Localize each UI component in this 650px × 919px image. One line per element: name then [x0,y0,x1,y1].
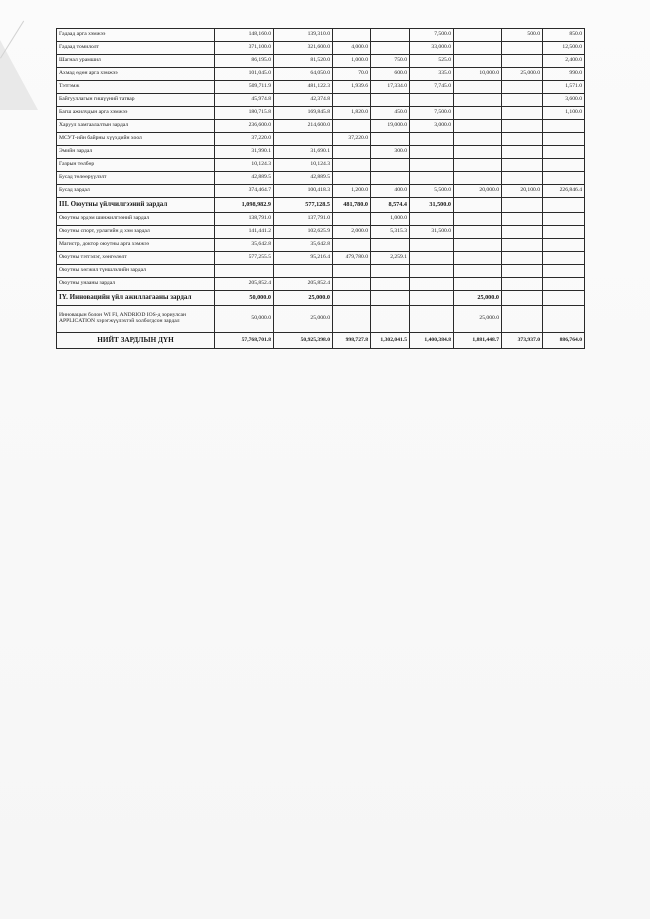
value-cell-c1: 101,045.0 [215,68,274,81]
value-cell-c4 [371,94,410,107]
value-cell-c1 [215,265,274,278]
value-cell-c3: 2,000.0 [333,226,371,239]
value-cell-c5 [410,159,454,172]
value-cell-c7: 20,100.0 [502,185,543,198]
row-label-cell: Оюутны спорт, урлагийн д хэм зардал [57,226,215,239]
value-cell-c1: 42,889.5 [215,172,274,185]
row-label-cell: Оюутны тэтгэлэг, хөнгөлөлт [57,252,215,265]
value-cell-c2: 81,520.0 [274,55,333,68]
value-cell-c5: 33,000.0 [410,42,454,55]
value-cell-c1: 86,195.0 [215,55,274,68]
value-cell-c2: 42,374.8 [274,94,333,107]
table-row [57,120,585,133]
value-cell-c2: 35,642.8 [274,239,333,252]
value-cell-c5: 525.0 [410,55,454,68]
value-cell-c2: 42,889.5 [274,172,333,185]
value-cell-c1: 371,100.0 [215,42,274,55]
table-row [57,306,585,333]
table-row [57,42,585,55]
value-cell-c4 [371,239,410,252]
table-row [57,226,585,239]
value-cell-c4 [371,29,410,42]
value-cell-c8: 2,400.0 [543,55,585,68]
value-cell-c3 [333,172,371,185]
value-cell-c8: 850.0 [543,29,585,42]
value-cell-c1: 148,160.0 [215,29,274,42]
row-label-cell: Газрын төлбөр [57,159,215,172]
value-cell-c1: 50,000.0 [215,291,274,306]
value-cell-c1: 1,098,982.9 [215,198,274,213]
value-cell-c3 [333,120,371,133]
value-cell-c5 [410,146,454,159]
value-cell-c8 [543,265,585,278]
value-cell-c2: 205,852.4 [274,278,333,291]
value-cell-c2: 169,845.8 [274,107,333,120]
value-cell-c8 [543,252,585,265]
value-cell-c7 [502,278,543,291]
table-row [57,29,585,42]
value-cell-c5: 3,000.0 [410,120,454,133]
row-label-cell: МСУТ-ийн байрны хүүхдийн хоол [57,133,215,146]
value-cell-c2: 481,122.3 [274,81,333,94]
row-label-cell: Магистр, доктор оюутны арга хэмжээ [57,239,215,252]
value-cell-c1: 138,791.0 [215,213,274,226]
value-cell-c5 [410,265,454,278]
value-cell-c1: 577,255.5 [215,252,274,265]
table-row [57,265,585,278]
row-label-cell: Эмийн зардал [57,146,215,159]
value-cell-c6 [454,120,502,133]
row-label-cell: Гадаад томилолт [57,42,215,55]
row-label-cell: Байгууллагын гишүүний татвар [57,94,215,107]
value-cell-c8: 1,571.0 [543,81,585,94]
value-cell-c3 [333,213,371,226]
value-cell-c2 [274,265,333,278]
value-cell-c7: 500.0 [502,29,543,42]
value-cell-c8 [543,133,585,146]
value-cell-c5 [410,133,454,146]
row-label-cell: III. Оюутны үйлчилгээний зардал [57,198,215,213]
value-cell-c6: 25,000.0 [454,306,502,333]
value-cell-c3: 4,000.0 [333,42,371,55]
value-cell-c7 [502,306,543,333]
value-cell-c4 [371,265,410,278]
value-cell-c8 [543,291,585,306]
value-cell-c3: 481,780.0 [333,198,371,213]
value-cell-c3: 70.0 [333,68,371,81]
value-cell-c6: 25,000.0 [454,291,502,306]
value-cell-c7 [502,265,543,278]
value-cell-c3: 1,939.6 [333,81,371,94]
value-cell-c6 [454,81,502,94]
value-cell-c3 [333,159,371,172]
value-cell-c2: 25,000.0 [274,291,333,306]
value-cell-c8: 990.0 [543,68,585,81]
row-label-cell: Бусад төлөөрүүлэлт [57,172,215,185]
value-cell-c5 [410,94,454,107]
value-cell-c4: 750.0 [371,55,410,68]
value-cell-c4: 450.0 [371,107,410,120]
value-cell-c7 [502,213,543,226]
value-cell-c5 [410,252,454,265]
value-cell-c1: 205,852.4 [215,278,274,291]
row-label-cell: Шагнал урамшил [57,55,215,68]
value-cell-c1: 180,715.8 [215,107,274,120]
row-label-cell: Бусад зардал [57,185,215,198]
value-cell-c2: 321,600.0 [274,42,333,55]
row-label-cell: Оюутны унааны зардал [57,278,215,291]
table-row [57,159,585,172]
value-cell-c7 [502,120,543,133]
value-cell-c8: 886,764.0 [543,333,585,349]
value-cell-c6 [454,107,502,120]
row-label-cell: Инновацын болон WI FI, ANDRIOD IOS-д зориулсан APPLICATION хэрэгжүүлэхтэй холбогдсон зардал [57,306,215,333]
value-cell-c3: 37,220.0 [333,133,371,146]
value-cell-c7 [502,226,543,239]
value-cell-c3 [333,239,371,252]
value-cell-c8 [543,306,585,333]
value-cell-c6 [454,55,502,68]
value-cell-c7 [502,172,543,185]
value-cell-c1: 57,768,701.8 [215,333,274,349]
value-cell-c7 [502,94,543,107]
value-cell-c5 [410,306,454,333]
value-cell-c8 [543,198,585,213]
section-row [57,198,585,213]
value-cell-c7 [502,107,543,120]
value-cell-c6: 20,000.0 [454,185,502,198]
table-row [57,133,585,146]
value-cell-c4 [371,159,410,172]
total-row [57,333,585,349]
value-cell-c8: 226,846.4 [543,185,585,198]
budget-table-body [57,29,585,349]
value-cell-c4 [371,306,410,333]
value-cell-c5 [410,291,454,306]
value-cell-c3: 1,000.0 [333,55,371,68]
value-cell-c6 [454,226,502,239]
value-cell-c2: 139,310.0 [274,29,333,42]
value-cell-c6 [454,239,502,252]
value-cell-c5: 31,500.0 [410,198,454,213]
value-cell-c6 [454,159,502,172]
value-cell-c6: 1,881,448.7 [454,333,502,349]
row-label-cell: НИЙТ ЗАРДЛЫН ДҮН [57,333,215,349]
value-cell-c8 [543,213,585,226]
value-cell-c6 [454,29,502,42]
value-cell-c3 [333,146,371,159]
value-cell-c2: 214,600.0 [274,120,333,133]
value-cell-c7 [502,291,543,306]
table-row [57,213,585,226]
value-cell-c6 [454,146,502,159]
value-cell-c4: 2,259.1 [371,252,410,265]
table-row [57,278,585,291]
value-cell-c6 [454,94,502,107]
value-cell-c8: 3,600.0 [543,94,585,107]
value-cell-c5: 7,745.0 [410,81,454,94]
value-cell-c2: 50,925,398.0 [274,333,333,349]
value-cell-c7 [502,55,543,68]
value-cell-c2: 31,690.1 [274,146,333,159]
value-cell-c6 [454,42,502,55]
value-cell-c2: 95,216.4 [274,252,333,265]
value-cell-c6 [454,265,502,278]
value-cell-c3 [333,306,371,333]
table-row [57,55,585,68]
budget-table [56,28,585,349]
value-cell-c7 [502,159,543,172]
value-cell-c2: 100,418.3 [274,185,333,198]
value-cell-c8: 12,500.0 [543,42,585,55]
value-cell-c1: 35,642.8 [215,239,274,252]
value-cell-c3: 1,200.0 [333,185,371,198]
value-cell-c8 [543,278,585,291]
value-cell-c4: 1,000.0 [371,213,410,226]
value-cell-c2: 64,050.0 [274,68,333,81]
value-cell-c4 [371,278,410,291]
row-label-cell: Ахмад өдөн арга хэмжээ [57,68,215,81]
row-label-cell: Тэтгэмж [57,81,215,94]
value-cell-c6 [454,278,502,291]
value-cell-c8 [543,172,585,185]
table-row [57,81,585,94]
value-cell-c1: 50,000.0 [215,306,274,333]
value-cell-c4: 8,574.4 [371,198,410,213]
value-cell-c7: 25,000.0 [502,68,543,81]
value-cell-c4 [371,291,410,306]
value-cell-c5 [410,278,454,291]
value-cell-c8 [543,120,585,133]
value-cell-c1: 45,974.8 [215,94,274,107]
table-row [57,107,585,120]
row-label-cell: IY. Инновацийн үйл ажиллагааны зардал [57,291,215,306]
value-cell-c7 [502,133,543,146]
value-cell-c5 [410,172,454,185]
value-cell-c2: 102,625.9 [274,226,333,239]
value-cell-c2: 25,000.0 [274,306,333,333]
value-cell-c7 [502,239,543,252]
value-cell-c6 [454,198,502,213]
row-label-cell: Гадаад арга хэмжээ [57,29,215,42]
value-cell-c1: 374,464.7 [215,185,274,198]
value-cell-c4: 400.0 [371,185,410,198]
row-label-cell: Оюутны хөгжил түншлэлийн зардал [57,265,215,278]
value-cell-c4: 17,334.0 [371,81,410,94]
value-cell-c2: 137,791.0 [274,213,333,226]
value-cell-c2: 10,124.3 [274,159,333,172]
value-cell-c7 [502,252,543,265]
value-cell-c4: 19,000.0 [371,120,410,133]
value-cell-c6 [454,172,502,185]
value-cell-c7 [502,198,543,213]
value-cell-c6 [454,213,502,226]
table-row [57,94,585,107]
table-row [57,252,585,265]
value-cell-c1: 236,600.0 [215,120,274,133]
value-cell-c5: 335.0 [410,68,454,81]
row-label-cell: Багш ажилчдын арга хэмжээ [57,107,215,120]
value-cell-c4 [371,42,410,55]
value-cell-c3: 998,727.8 [333,333,371,349]
value-cell-c1: 31,990.1 [215,146,274,159]
value-cell-c4 [371,172,410,185]
value-cell-c5: 5,500.0 [410,185,454,198]
value-cell-c3 [333,94,371,107]
value-cell-c6 [454,252,502,265]
value-cell-c6: 10,000.0 [454,68,502,81]
value-cell-c4: 5,315.3 [371,226,410,239]
table-row [57,68,585,81]
value-cell-c5 [410,213,454,226]
value-cell-c4: 600.0 [371,68,410,81]
value-cell-c8 [543,226,585,239]
value-cell-c1: 37,220.0 [215,133,274,146]
value-cell-c4: 300.0 [371,146,410,159]
value-cell-c8 [543,146,585,159]
value-cell-c3 [333,278,371,291]
value-cell-c3: 479,780.0 [333,252,371,265]
value-cell-c1: 141,441.2 [215,226,274,239]
section-row [57,291,585,306]
value-cell-c3 [333,265,371,278]
value-cell-c2 [274,133,333,146]
table-row [57,185,585,198]
value-cell-c8 [543,159,585,172]
value-cell-c3 [333,29,371,42]
value-cell-c2: 577,128.5 [274,198,333,213]
value-cell-c3: 1,820.0 [333,107,371,120]
value-cell-c8 [543,239,585,252]
value-cell-c8: 1,100.0 [543,107,585,120]
value-cell-c5: 7,500.0 [410,107,454,120]
value-cell-c7 [502,146,543,159]
value-cell-c6 [454,133,502,146]
value-cell-c4 [371,133,410,146]
row-label-cell: Оюутны эрдэм шинжилгээний зардал [57,213,215,226]
value-cell-c5: 31,500.0 [410,226,454,239]
table-row [57,172,585,185]
value-cell-c1: 10,124.3 [215,159,274,172]
value-cell-c5: 1,400,384.8 [410,333,454,349]
value-cell-c3 [333,291,371,306]
value-cell-c5 [410,239,454,252]
table-row [57,146,585,159]
value-cell-c7 [502,81,543,94]
value-cell-c1: 509,711.9 [215,81,274,94]
row-label-cell: Харуул хамгаалалтын зардал [57,120,215,133]
value-cell-c7: 373,937.0 [502,333,543,349]
value-cell-c5: 7,500.0 [410,29,454,42]
table-row [57,239,585,252]
value-cell-c4: 1,302,041.5 [371,333,410,349]
value-cell-c7 [502,42,543,55]
